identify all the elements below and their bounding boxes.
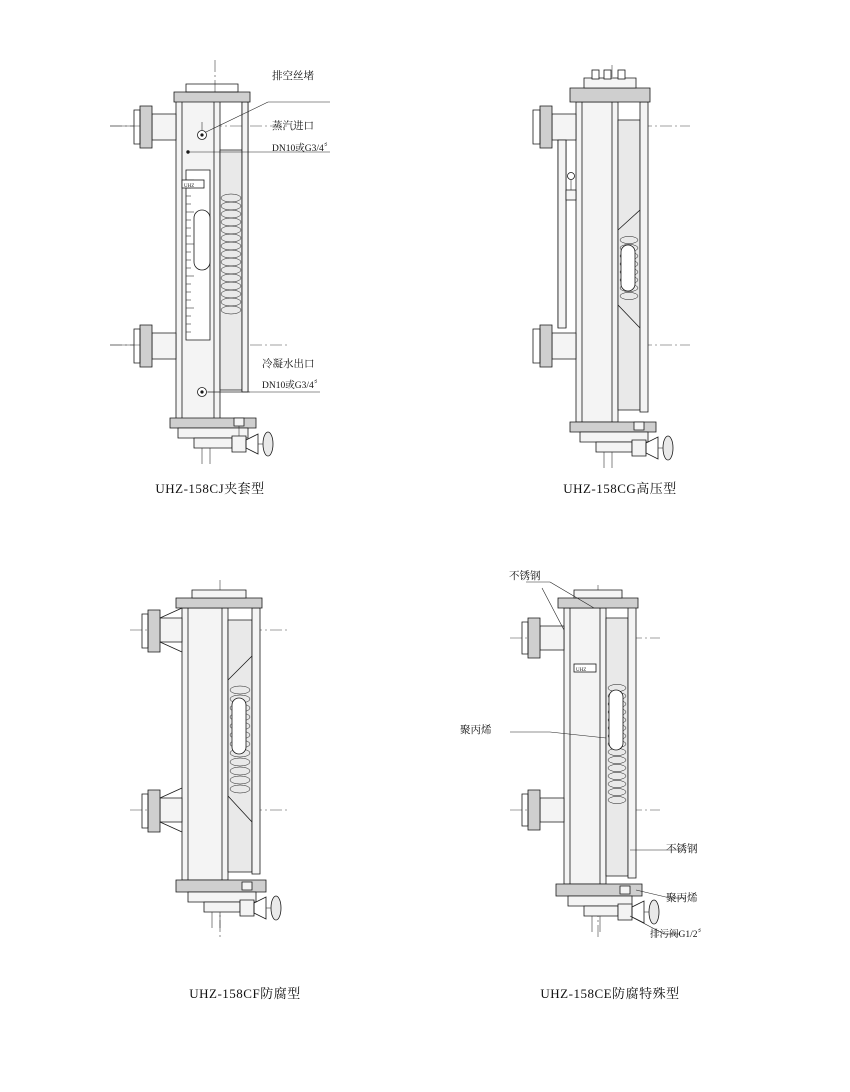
callout-drain-valve: 排污阀G1/2〞 xyxy=(650,930,708,940)
figure-uhz-158cj xyxy=(90,40,420,460)
figure-uhz-158cj-drawing xyxy=(90,40,420,460)
figure-uhz-158cf xyxy=(120,560,450,960)
callout-condensate-outlet-size: DN10或G3/4〞 xyxy=(262,381,324,391)
callout-vent-plug: 排空丝堵 xyxy=(272,71,314,82)
caption-uhz-158ce: UHZ-158CE防腐特殊型 xyxy=(540,986,680,1001)
caption-uhz-158cg: UHZ-158CG高压型 xyxy=(563,481,677,496)
callout-steam-inlet-size: DN10或G3/4〞 xyxy=(272,144,334,154)
callout-steam-inlet: 蒸汽进口 xyxy=(272,121,314,132)
figure-uhz-158cg-drawing xyxy=(500,40,820,460)
callout-stainless-steel-lower: 不锈钢 xyxy=(666,844,698,855)
callout-polypropylene-mid: 聚丙烯 xyxy=(460,725,492,736)
svg-text:UHZ: UHZ xyxy=(576,668,587,673)
callout-polypropylene-lower: 聚丙烯 xyxy=(666,893,698,904)
svg-text:UHZ: UHZ xyxy=(184,184,195,189)
caption-uhz-158cj: UHZ-158CJ夹套型 xyxy=(155,481,265,496)
figure-uhz-158ce-drawing xyxy=(490,560,830,960)
callout-condensate-outlet: 冷凝水出口 xyxy=(262,359,315,370)
callout-stainless-steel-top: 不锈钢 xyxy=(509,571,541,582)
figure-uhz-158ce xyxy=(490,560,830,960)
figure-uhz-158cf-drawing xyxy=(120,560,450,960)
caption-uhz-158cf: UHZ-158CF防腐型 xyxy=(189,986,301,1001)
figure-uhz-158cg xyxy=(500,40,820,460)
